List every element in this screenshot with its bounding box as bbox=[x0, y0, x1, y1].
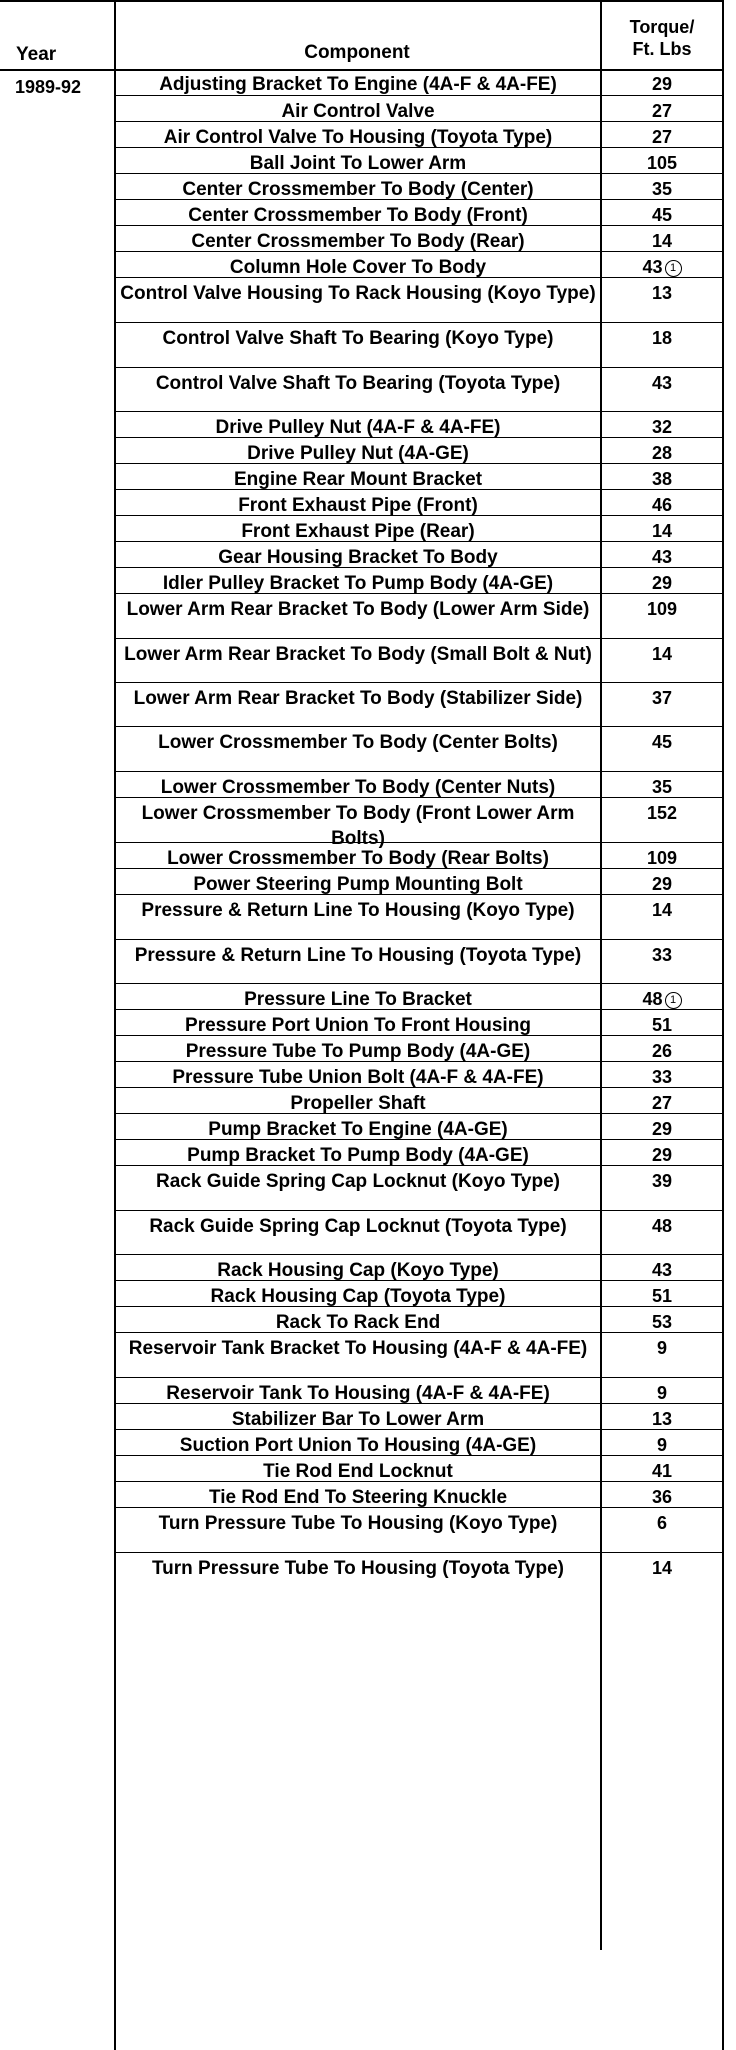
table-row bbox=[116, 516, 724, 542]
torque-cell bbox=[602, 594, 722, 622]
torque-value: 39 bbox=[651, 1171, 673, 1191]
table-row bbox=[116, 490, 724, 516]
component-cell: Air Control Valve To Housing (Toyota Type) bbox=[163, 127, 553, 148]
table-row bbox=[116, 1062, 724, 1088]
torque-value: 9 bbox=[656, 1338, 667, 1358]
torque-value: 48 bbox=[651, 1216, 673, 1236]
torque-value: 45 bbox=[651, 732, 673, 752]
table-row bbox=[116, 96, 724, 122]
torque-cell bbox=[602, 727, 722, 755]
torque-value: 109 bbox=[646, 848, 678, 868]
torque-cell bbox=[602, 843, 722, 871]
component-cell: Rack Housing Cap (Toyota Type) bbox=[210, 1286, 506, 1307]
torque-cell bbox=[602, 412, 722, 440]
component-cell: Control Valve Shaft To Bearing (Toyota Type) bbox=[155, 373, 561, 394]
table-row bbox=[116, 772, 724, 798]
torque-value: 29 bbox=[651, 74, 673, 94]
component-cell: Rack To Rack End bbox=[275, 1312, 441, 1333]
component-cell: Center Crossmember To Body (Rear) bbox=[191, 231, 525, 252]
table-row bbox=[116, 174, 724, 200]
component-cell: Adjusting Bracket To Engine (4A-F & 4A-FE) bbox=[159, 74, 557, 95]
torque-value: 14 bbox=[651, 231, 673, 251]
torque-cell bbox=[602, 1456, 722, 1484]
footnote-marker: 1 bbox=[665, 992, 682, 1009]
table-row bbox=[116, 639, 724, 683]
torque-value: 27 bbox=[651, 127, 673, 147]
table-row bbox=[116, 1333, 724, 1378]
table-row bbox=[116, 368, 724, 412]
component-cell: Drive Pulley Nut (4A-GE) bbox=[247, 443, 469, 464]
component-cell: Pump Bracket To Engine (4A-GE) bbox=[208, 1119, 508, 1140]
table-row bbox=[116, 568, 724, 594]
torque-value: 28 bbox=[651, 443, 673, 463]
component-cell: Front Exhaust Pipe (Front) bbox=[238, 495, 478, 516]
header-component: Component bbox=[304, 42, 410, 63]
torque-cell bbox=[602, 1062, 722, 1090]
torque-cell bbox=[602, 1307, 722, 1335]
torque-value: 43 bbox=[651, 373, 673, 393]
header-torque-line2: Ft. Lbs bbox=[632, 39, 692, 59]
component-cell: Front Exhaust Pipe (Rear) bbox=[241, 521, 475, 542]
component-cell: Pressure Tube Union Bolt (4A-F & 4A-FE) bbox=[172, 1067, 544, 1088]
torque-cell bbox=[602, 464, 722, 492]
torque-value: 48 bbox=[642, 989, 663, 1009]
torque-cell bbox=[602, 200, 722, 228]
table-row bbox=[116, 1456, 724, 1482]
torque-cell bbox=[602, 1036, 722, 1064]
table-row bbox=[116, 869, 724, 895]
header-torque-line1: Torque/ bbox=[629, 17, 695, 37]
component-cell: Lower Arm Rear Bracket To Body (Lower Arm Side) bbox=[126, 599, 590, 620]
torque-cell bbox=[602, 895, 722, 923]
component-cell: Turn Pressure Tube To Housing (Koyo Type) bbox=[158, 1513, 558, 1534]
torque-cell bbox=[602, 639, 722, 667]
torque-cell bbox=[602, 1482, 722, 1510]
torque-cell bbox=[602, 1553, 722, 1581]
header-year: Year bbox=[16, 44, 57, 65]
torque-cell bbox=[602, 438, 722, 466]
table-row bbox=[116, 727, 724, 772]
torque-cell bbox=[602, 1281, 722, 1309]
torque-cell bbox=[602, 683, 722, 711]
torque-value: 109 bbox=[646, 599, 678, 619]
torque-cell bbox=[602, 1430, 722, 1458]
torque-value: 37 bbox=[651, 688, 673, 708]
component-cell: Drive Pulley Nut (4A-F & 4A-FE) bbox=[215, 417, 501, 438]
table-row bbox=[116, 1114, 724, 1140]
table-row bbox=[116, 984, 724, 1010]
component-cell: Tie Rod End Locknut bbox=[263, 1461, 453, 1482]
component-cell: Rack Guide Spring Cap Locknut (Koyo Type) bbox=[156, 1171, 560, 1192]
torque-value: 43 bbox=[642, 257, 663, 277]
component-cell: Lower Crossmember To Body (Rear Bolts) bbox=[167, 848, 549, 869]
torque-cell bbox=[602, 69, 722, 97]
table-row bbox=[116, 1553, 724, 1597]
torque-cell bbox=[602, 1088, 722, 1116]
table-row bbox=[116, 1430, 724, 1456]
torque-cell bbox=[602, 148, 722, 176]
component-cell: Lower Crossmember To Body (Front Lower Arm Bolts) bbox=[141, 803, 575, 849]
component-cell: Lower Arm Rear Bracket To Body (Small Bolt & Nut) bbox=[124, 644, 592, 665]
year-range: 1989-92 bbox=[15, 77, 82, 97]
component-cell: Tie Rod End To Steering Knuckle bbox=[208, 1487, 508, 1508]
table-row bbox=[116, 1482, 724, 1508]
table-row bbox=[116, 1211, 724, 1255]
torque-cell bbox=[602, 1211, 722, 1239]
torque-cell bbox=[602, 368, 722, 396]
torque-cell bbox=[602, 568, 722, 596]
component-cell: Control Valve Housing To Rack Housing (Koyo Type) bbox=[120, 283, 596, 304]
component-cell: Lower Arm Rear Bracket To Body (Stabilizer Side) bbox=[133, 688, 583, 709]
torque-cell bbox=[602, 1378, 722, 1406]
torque-value: 14 bbox=[651, 1558, 673, 1578]
torque-value: 14 bbox=[651, 900, 673, 920]
torque-value: 27 bbox=[651, 101, 673, 121]
table-row bbox=[116, 1307, 724, 1333]
torque-cell bbox=[602, 490, 722, 518]
component-cell: Turn Pressure Tube To Housing (Toyota Type) bbox=[151, 1558, 565, 1579]
component-cell: Lower Crossmember To Body (Center Bolts) bbox=[158, 732, 558, 753]
torque-cell bbox=[602, 323, 722, 351]
torque-value: 18 bbox=[651, 328, 673, 348]
table-row bbox=[116, 1281, 724, 1307]
torque-cell bbox=[602, 798, 722, 826]
table-row bbox=[116, 1140, 724, 1166]
torque-cell bbox=[602, 1255, 722, 1283]
torque-value: 29 bbox=[651, 573, 673, 593]
torque-cell bbox=[602, 278, 722, 306]
component-cell: Rack Housing Cap (Koyo Type) bbox=[217, 1260, 499, 1281]
footnote-marker: 1 bbox=[665, 260, 682, 277]
torque-cell bbox=[602, 174, 722, 202]
component-cell: Center Crossmember To Body (Front) bbox=[188, 205, 528, 226]
table-row bbox=[116, 542, 724, 568]
torque-value: 14 bbox=[651, 644, 673, 664]
table-body bbox=[116, 69, 724, 1597]
component-cell: Pressure & Return Line To Housing (Toyota Type) bbox=[134, 945, 582, 966]
component-cell: Gear Housing Bracket To Body bbox=[218, 547, 498, 568]
torque-value: 51 bbox=[651, 1286, 673, 1306]
torque-value: 27 bbox=[651, 1093, 673, 1113]
table-row bbox=[116, 683, 724, 727]
torque-value: 13 bbox=[651, 283, 673, 303]
component-cell: Propeller Shaft bbox=[290, 1093, 426, 1114]
torque-cell bbox=[602, 1114, 722, 1142]
torque-value: 105 bbox=[646, 153, 678, 173]
torque-value: 9 bbox=[656, 1435, 667, 1455]
torque-cell bbox=[602, 772, 722, 800]
table-row bbox=[116, 323, 724, 368]
table-row bbox=[116, 1088, 724, 1114]
header-torque bbox=[602, 16, 722, 60]
torque-value: 13 bbox=[651, 1409, 673, 1429]
torque-cell bbox=[602, 252, 722, 280]
torque-value: 9 bbox=[656, 1383, 667, 1403]
table-row bbox=[116, 69, 724, 96]
component-cell: Air Control Valve bbox=[281, 101, 435, 122]
torque-value: 35 bbox=[651, 777, 673, 797]
torque-value: 45 bbox=[651, 205, 673, 225]
torque-value: 38 bbox=[651, 469, 673, 489]
torque-value: 29 bbox=[651, 1145, 673, 1165]
torque-cell bbox=[602, 1508, 722, 1536]
torque-value: 46 bbox=[651, 495, 673, 515]
table-row bbox=[116, 438, 724, 464]
table-row bbox=[116, 252, 724, 278]
torque-value: 51 bbox=[651, 1015, 673, 1035]
table-row bbox=[116, 1378, 724, 1404]
table-row bbox=[116, 895, 724, 940]
table-row bbox=[116, 798, 724, 849]
torque-value: 29 bbox=[651, 1119, 673, 1139]
torque-value: 43 bbox=[651, 547, 673, 567]
table-row bbox=[116, 278, 724, 323]
table-header bbox=[0, 2, 724, 71]
component-cell: Idler Pulley Bracket To Pump Body (4A-GE) bbox=[162, 573, 554, 594]
component-cell: Control Valve Shaft To Bearing (Koyo Type) bbox=[162, 328, 554, 349]
torque-value: 33 bbox=[651, 945, 673, 965]
torque-cell bbox=[602, 516, 722, 544]
torque-cell bbox=[602, 869, 722, 897]
torque-value: 152 bbox=[646, 803, 678, 823]
table-row bbox=[116, 200, 724, 226]
torque-value: 26 bbox=[651, 1041, 673, 1061]
component-cell: Stabilizer Bar To Lower Arm bbox=[231, 1409, 485, 1430]
torque-cell bbox=[602, 542, 722, 570]
torque-cell bbox=[602, 1140, 722, 1168]
component-cell: Rack Guide Spring Cap Locknut (Toyota Type) bbox=[149, 1216, 567, 1237]
component-cell: Pump Bracket To Pump Body (4A-GE) bbox=[187, 1145, 529, 1166]
table-row bbox=[116, 412, 724, 438]
torque-cell bbox=[602, 1166, 722, 1194]
component-cell: Pressure Port Union To Front Housing bbox=[185, 1015, 531, 1036]
component-cell: Center Crossmember To Body (Center) bbox=[182, 179, 534, 200]
torque-value: 33 bbox=[651, 1067, 673, 1087]
torque-value: 35 bbox=[651, 179, 673, 199]
component-cell: Lower Crossmember To Body (Center Nuts) bbox=[160, 777, 556, 798]
table-row bbox=[116, 940, 724, 984]
torque-value: 43 bbox=[651, 1260, 673, 1280]
torque-cell bbox=[602, 984, 722, 1012]
torque-value: 32 bbox=[651, 417, 673, 437]
table-row bbox=[116, 843, 724, 869]
component-cell: Reservoir Tank To Housing (4A-F & 4A-FE) bbox=[166, 1383, 550, 1404]
torque-value: 53 bbox=[651, 1312, 673, 1332]
component-cell: Suction Port Union To Housing (4A-GE) bbox=[179, 1435, 537, 1456]
torque-value: 36 bbox=[651, 1487, 673, 1507]
torque-cell bbox=[602, 1404, 722, 1432]
torque-value: 41 bbox=[651, 1461, 673, 1481]
table-row bbox=[116, 1404, 724, 1430]
table-row bbox=[116, 1508, 724, 1553]
torque-cell bbox=[602, 940, 722, 968]
torque-value: 6 bbox=[656, 1513, 667, 1533]
component-cell: Ball Joint To Lower Arm bbox=[249, 153, 467, 174]
torque-cell bbox=[602, 122, 722, 150]
component-cell: Pressure Line To Bracket bbox=[244, 989, 472, 1010]
component-cell: Pressure & Return Line To Housing (Koyo Type) bbox=[141, 900, 575, 921]
table-row bbox=[116, 1255, 724, 1281]
table-row bbox=[116, 226, 724, 252]
table-row bbox=[116, 464, 724, 490]
table-row bbox=[116, 122, 724, 148]
torque-value: 14 bbox=[651, 521, 673, 541]
table-row bbox=[116, 1166, 724, 1211]
component-cell: Pressure Tube To Pump Body (4A-GE) bbox=[185, 1041, 531, 1062]
torque-cell bbox=[602, 1010, 722, 1038]
torque-cell bbox=[602, 1333, 722, 1361]
component-cell: Column Hole Cover To Body bbox=[229, 257, 487, 278]
component-cell: Power Steering Pump Mounting Bolt bbox=[193, 874, 523, 895]
torque-cell bbox=[602, 226, 722, 254]
torque-cell bbox=[602, 96, 722, 124]
component-cell: Engine Rear Mount Bracket bbox=[233, 469, 483, 490]
table-row bbox=[116, 148, 724, 174]
component-cell: Reservoir Tank Bracket To Housing (4A-F & 4A-FE) bbox=[128, 1338, 588, 1359]
torque-value: 29 bbox=[651, 874, 673, 894]
table-row bbox=[116, 1036, 724, 1062]
table-row bbox=[116, 1010, 724, 1036]
table-row bbox=[116, 594, 724, 639]
